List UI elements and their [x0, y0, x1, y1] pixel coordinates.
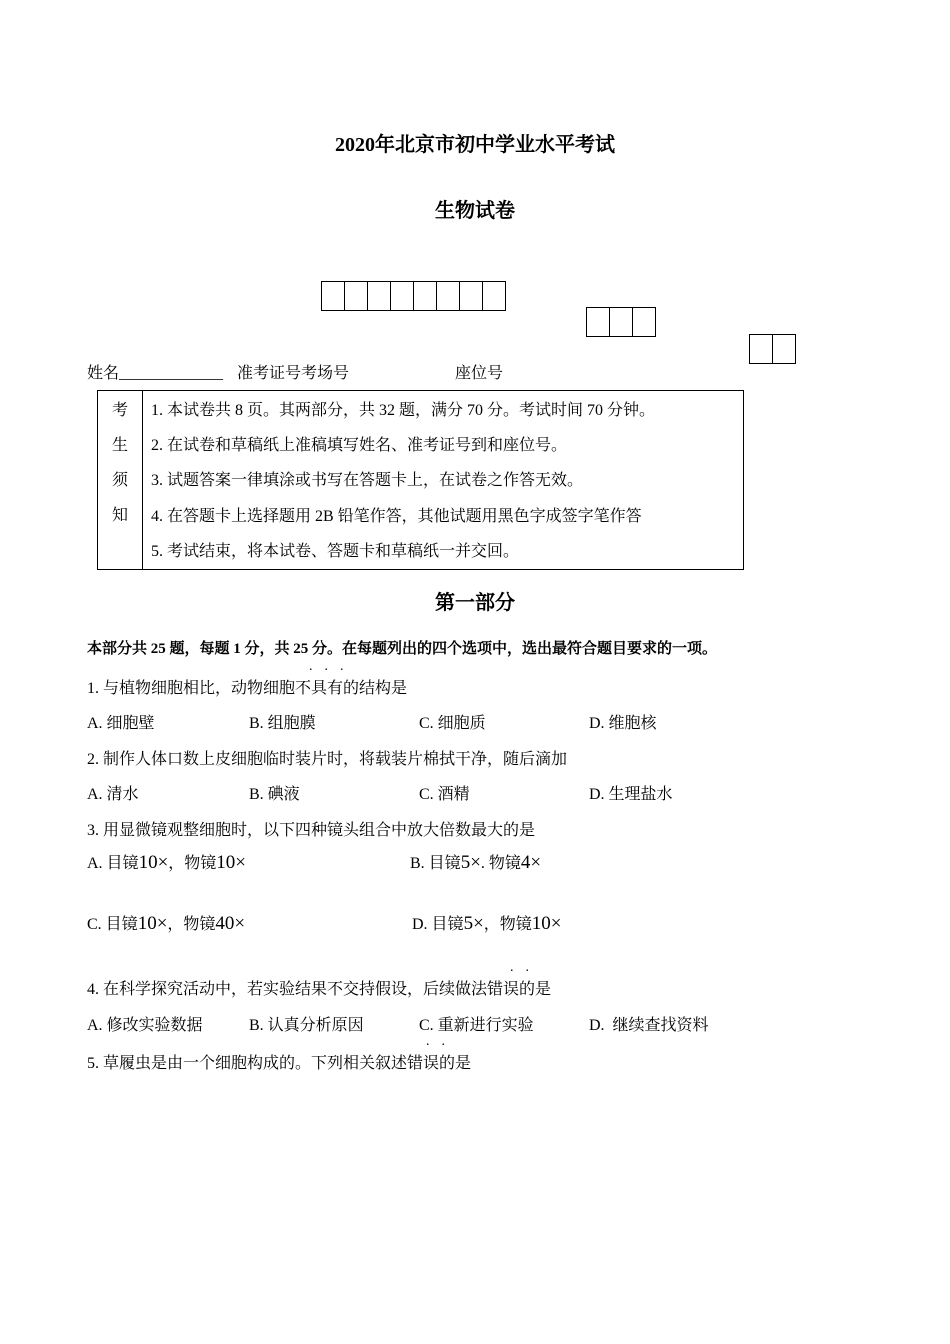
q2-option-c: C. 酒精: [419, 786, 470, 803]
q3-option-a: [87, 850, 246, 874]
exam-number-boxes: [321, 281, 506, 311]
digit-box: [483, 282, 505, 310]
notice-label-char: 生: [111, 437, 128, 454]
name-blank: _____________: [119, 365, 224, 382]
objective-magnification: 10×: [216, 852, 247, 873]
question-5-stem: 5. 草履虫是由一个细胞构成的。下列相关叙述错误的是: [87, 1055, 472, 1072]
digit-box: [437, 282, 460, 310]
notice-item: 3. 试题答案一律填涂或书写在答题卡上，在试卷之作答无效。: [151, 472, 584, 489]
eyepiece-magnification: 10×: [138, 852, 169, 873]
digit-box: [633, 308, 655, 336]
notice-item: 4. 在答题卡上选择题用 2B 铅笔作答，其他试题用黑色字成签字笔作答: [151, 508, 642, 525]
digit-box: [322, 282, 345, 310]
notice-label-column: [98, 391, 143, 569]
question-4-stem: 4. 在科学探究活动中，若实验结果不交持假设，后续做法错误的是: [87, 981, 552, 998]
digit-box: [391, 282, 414, 310]
eyepiece-magnification: 5×: [460, 852, 481, 873]
name-label: 姓名: [87, 365, 120, 382]
question-2-stem: 2. 制作人体口数上皮细胞临时装片时，将载装片棉拭干净，随后滴加: [87, 751, 568, 768]
objective-magnification: 4×: [520, 852, 542, 873]
q3-option-c: [87, 911, 245, 935]
eyepiece-magnification: 10×: [137, 913, 168, 934]
option-middle: ，物镜: [483, 916, 532, 933]
emphasis-marks: ..: [510, 960, 541, 975]
notice-label-char: 知: [111, 507, 128, 524]
part-instruction: 本部分共 25 题，每题 1 分，共 25 分。在每题列出的四个选项中，选出最符合题目要求的一项。: [87, 641, 718, 657]
exam-notice-box: [97, 390, 744, 570]
q1-option-b: B. 组胞膜: [249, 715, 316, 732]
option-middle: . 物镜: [480, 855, 521, 872]
option-prefix: B. 目镜: [410, 855, 461, 872]
q4-option-d: D. 继续查找资料: [589, 1017, 709, 1034]
exam-id-label: 准考证号考场号: [237, 365, 350, 382]
q4-option-b: B. 认真分析原因: [249, 1017, 364, 1034]
notice-label-char: 考: [111, 402, 128, 419]
option-prefix: C. 目镜: [87, 916, 138, 933]
notice-item: 1. 本试卷共 8 页。其两部分，共 32 题，满分 70 分。考试时间 70 分钟。: [151, 402, 656, 419]
eyepiece-magnification: 5×: [463, 913, 484, 934]
digit-box: [750, 335, 773, 363]
option-prefix: D. 目镜: [412, 916, 464, 933]
digit-box: [587, 308, 610, 336]
exam-subtitle: 生物试卷: [435, 200, 515, 222]
seat-label: 座位号: [455, 365, 504, 382]
notice-item: 2. 在试卷和草稿纸上准稿填写姓名、准考证号到和座位号。: [151, 437, 568, 454]
exam-title: 2020年北京市初中学业水平考试: [335, 134, 615, 156]
q1-option-a: A. 细胞壁: [87, 715, 155, 732]
q4-option-a: A. 修改实验数据: [87, 1017, 203, 1034]
exam-room-boxes: [586, 307, 656, 337]
q2-option-d: D. 生理盐水: [589, 786, 673, 803]
seat-number-boxes: [749, 334, 796, 364]
option-prefix: A. 目镜: [87, 855, 139, 872]
q1-option-d: D. 维胞核: [589, 715, 657, 732]
emphasis-marks: ...: [309, 659, 356, 674]
objective-magnification: 10×: [531, 913, 562, 934]
digit-box: [414, 282, 437, 310]
digit-box: [345, 282, 368, 310]
digit-box: [460, 282, 483, 310]
objective-magnification: 40×: [215, 913, 246, 934]
q3-option-d: [412, 911, 562, 935]
part-heading: 第一部分: [435, 592, 515, 614]
question-3-stem: 3. 用显微镜观整细胞时，以下四种镜头组合中放大倍数最大的是: [87, 822, 536, 839]
q3-option-b: [410, 850, 541, 874]
q4-option-c: C. 重新进行实验: [419, 1017, 534, 1034]
q2-option-b: B. 碘液: [249, 786, 300, 803]
notice-label-char: 须: [111, 472, 128, 489]
question-1-stem: 1. 与植物细胞相比，动物细胞不具有的结构是: [87, 680, 408, 697]
option-middle: ，物镜: [167, 916, 216, 933]
name-field: [87, 360, 223, 383]
q1-option-c: C. 细胞质: [419, 715, 486, 732]
digit-box: [368, 282, 391, 310]
notice-item: 5. 考试结束，将本试卷、答题卡和草稿纸一并交回。: [151, 543, 520, 560]
emphasis-marks: ..: [426, 1034, 457, 1049]
digit-box: [610, 308, 633, 336]
q2-option-a: A. 清水: [87, 786, 139, 803]
option-middle: ，物镜: [168, 855, 217, 872]
digit-box: [773, 335, 795, 363]
